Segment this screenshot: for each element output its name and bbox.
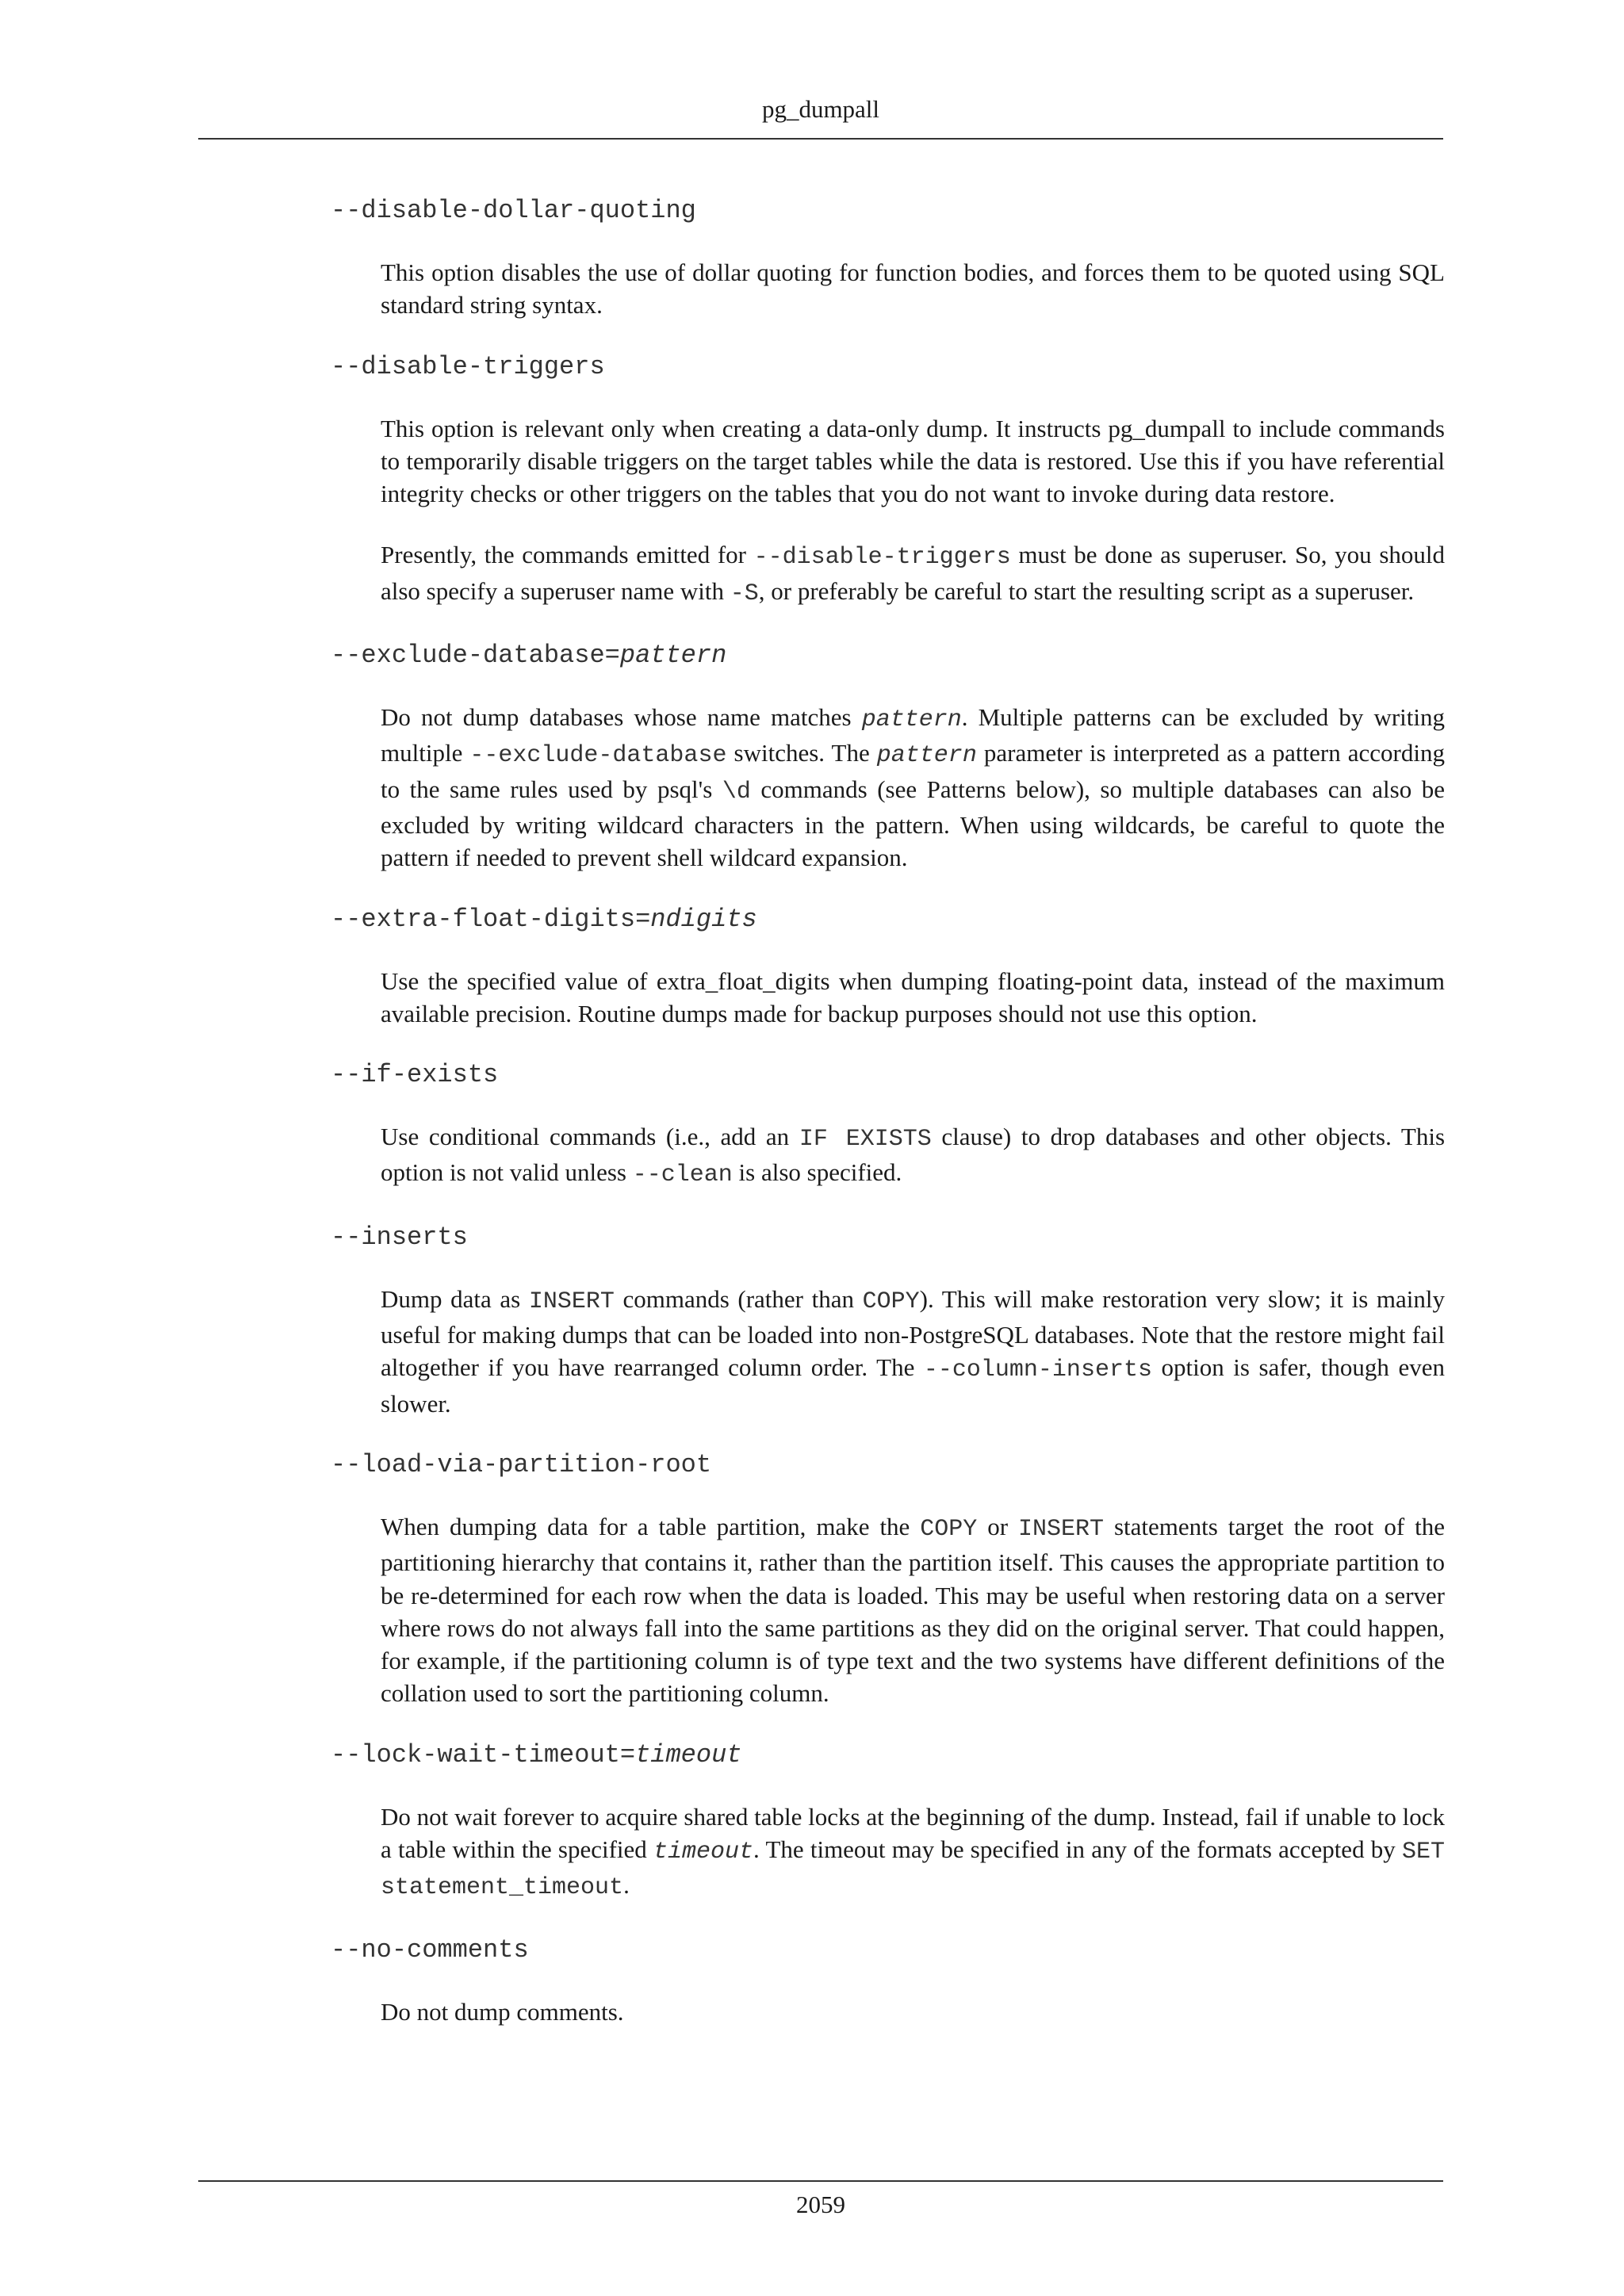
option-description xyxy=(331,1510,1445,1710)
page-number: 2059 xyxy=(796,2191,845,2218)
option-name: --if-exists xyxy=(331,1060,499,1090)
option-name: --load-via-partition-root xyxy=(331,1449,712,1479)
option-description xyxy=(331,1800,1445,1905)
text-run: clause) to drop databases and other objects. This option is not valid unless xyxy=(381,1123,1446,1187)
option-argument: timeout xyxy=(635,1739,742,1770)
inline-code: --disable-triggers xyxy=(753,544,1011,572)
text-run: Do not dump databases whose name matches xyxy=(381,703,862,732)
option-name: --extra-float-digits= xyxy=(331,904,651,934)
text-run: . The timeout may be specified in any of the formats accepted by xyxy=(753,1835,1402,1864)
text-run: Do not wait forever to acquire shared table locks at the beginning of the dump. Instead, fail if unable to lock a table within the specified xyxy=(381,1802,1445,1864)
option-description xyxy=(331,1120,1445,1192)
option-term xyxy=(331,1059,1445,1091)
text-run: Do not dump comments. xyxy=(381,1997,624,2026)
option-list xyxy=(331,195,1445,2028)
option-name: --exclude-database= xyxy=(331,641,620,671)
text-run: is also specified. xyxy=(732,1158,902,1187)
text-run: parameter is interpreted as a pattern according to the same rules used by psql's xyxy=(381,739,1445,803)
inline-code: -S xyxy=(730,580,759,607)
running-header: pg_dumpall xyxy=(761,95,880,123)
inline-code: \d xyxy=(722,778,751,806)
text-run: commands (rather than xyxy=(614,1284,863,1313)
text-run: , or preferably be careful to start the resulting script as a superuser. xyxy=(758,576,1415,605)
option-term xyxy=(331,904,1445,936)
option-description xyxy=(331,538,1445,610)
inline-code: COPY xyxy=(920,1515,978,1543)
inline-code: --exclude-database xyxy=(469,742,727,770)
option-name: --lock-wait-timeout= xyxy=(331,1739,636,1770)
option-argument: ndigits xyxy=(650,904,757,934)
text-run: . xyxy=(623,1871,630,1900)
text-run: Use conditional commands (i.e., add an xyxy=(381,1123,799,1151)
inline-code: --clean xyxy=(632,1161,733,1189)
text-run: Presently, the commands emitted for xyxy=(381,541,754,569)
footer-rule xyxy=(198,2180,1443,2182)
text-run: switches. The xyxy=(726,739,877,767)
option-term xyxy=(331,195,1445,227)
text-run: This option is relevant only when creating a data-only dump. It instructs pg_dumpall to include commands to temporarily disable triggers on the target tables while the data is restored. Use this if you have referential integrity checks or other triggers on the tables that you do not want to invoke during data restore. xyxy=(381,414,1445,508)
option-term xyxy=(331,1934,1445,1966)
option-name: --disable-dollar-quoting xyxy=(331,196,696,225)
inline-code: SET statement_timeout xyxy=(381,1839,1445,1902)
option-description xyxy=(331,1283,1445,1420)
option-term xyxy=(331,351,1445,383)
inline-code: timeout xyxy=(653,1839,754,1866)
header-rule xyxy=(198,138,1443,140)
option-description xyxy=(331,701,1445,874)
text-run: Dump data as xyxy=(381,1284,529,1313)
option-name: --disable-triggers xyxy=(331,351,605,381)
text-run: This option disables the use of dollar quoting for function bodies, and forces them to be quoted using SQL standard string syntax. xyxy=(381,258,1445,320)
text-run: commands (see Patterns below), so multiple databases can also be excluded by writing wildcard characters in the pattern. When using wildcards, be careful to quote the pattern if needed to prevent shell wildcard expansion. xyxy=(381,775,1445,872)
inline-code: --column-inserts xyxy=(923,1357,1152,1384)
text-run: option is safer, though even slower. xyxy=(381,1353,1445,1418)
inline-code: IF EXISTS xyxy=(799,1126,932,1154)
inline-code: pattern xyxy=(876,742,977,770)
text-run: When dumping data for a table partition, make the xyxy=(381,1512,921,1540)
option-term xyxy=(331,1739,1445,1771)
text-run: statements target the root of the partitioning hierarchy that contains it, rather than the partition itself. This causes the appropriate partition to be re-determined for each row when the data is loaded. This may be useful when restoring data on a server where rows do not always fall into the same partitions as they did on the original server. That could happen, for example, if the partitioning column is of type text and the two systems have different definitions of the collation used to sort the partitioning column. xyxy=(381,1512,1445,1708)
option-name: --inserts xyxy=(331,1222,468,1252)
text-run: ). This will make restoration very slow; it is mainly useful for making dumps that can be loaded into non-PostgreSQL databases. Note that the restore might fail altogether if you have rearranged column order. The xyxy=(381,1284,1445,1382)
option-description xyxy=(331,412,1445,511)
option-term xyxy=(331,640,1445,672)
inline-code: INSERT xyxy=(528,1288,615,1315)
option-term xyxy=(331,1449,1445,1481)
option-description xyxy=(331,1996,1445,2028)
text-run: or xyxy=(977,1512,1018,1540)
inline-code: INSERT xyxy=(1017,1515,1104,1543)
text-run: . Multiple patterns can be excluded by writing multiple xyxy=(381,703,1445,767)
option-description xyxy=(331,256,1445,322)
text-run: Use the specified value of extra_float_digits when dumping floating-point data, instead of the maximum available precision. Routine dumps made for backup purposes should not use this option. xyxy=(381,966,1445,1027)
option-argument: pattern xyxy=(619,641,727,671)
option-description xyxy=(331,965,1445,1031)
inline-code: pattern xyxy=(861,706,962,734)
inline-code: COPY xyxy=(862,1288,920,1315)
text-run: must be done as superuser. So, you should also specify a superuser name with xyxy=(381,541,1445,605)
option-name: --no-comments xyxy=(331,1934,529,1965)
option-term xyxy=(331,1222,1445,1253)
